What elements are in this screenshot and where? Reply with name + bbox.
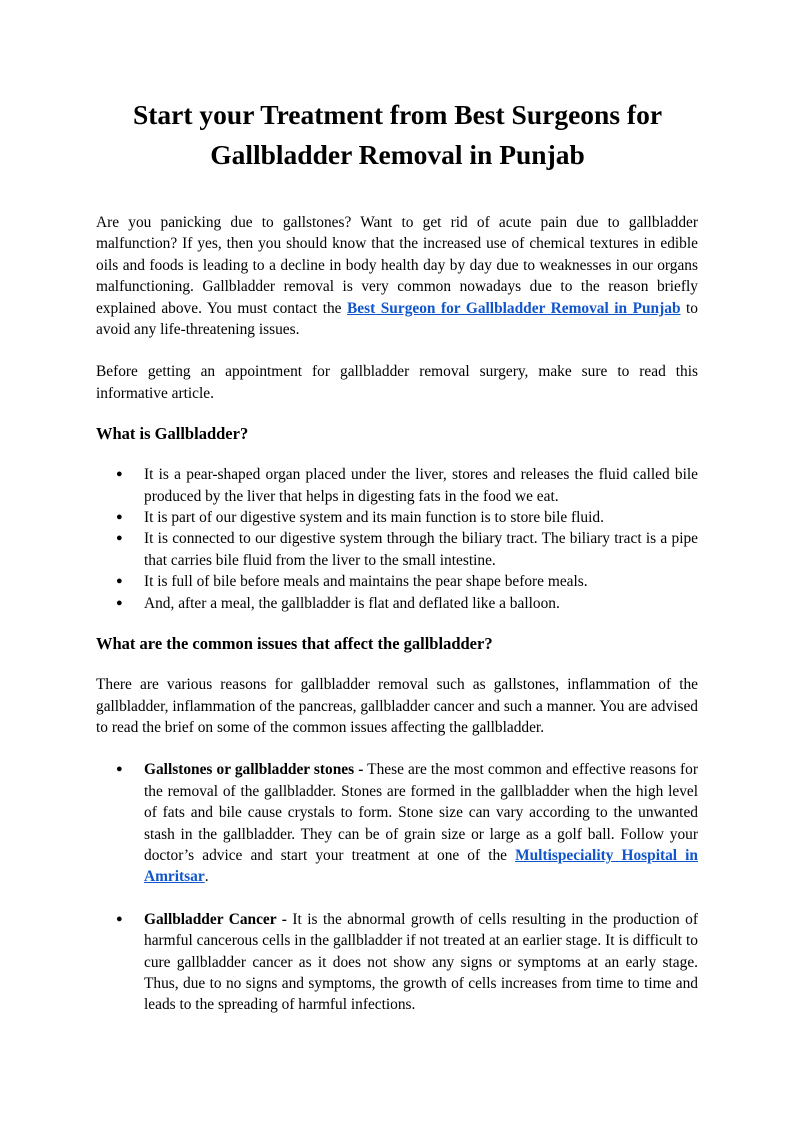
list-item-text: It is the abnormal growth of cells resulting in the production of harmful cancerous cells in the gallbladder if not treated at an earlier stage. It is difficult to cure gallbladder cancer as it does not show any signs or symptoms at an early stage. Thus, due to no signs and symptoms, the growth of cells increases from time to time and leads to the spreading of harmful infections. <box>144 910 698 1014</box>
appointment-paragraph: Before getting an appointment for gallbladder removal surgery, make sure to read this informative article. <box>96 363 698 402</box>
list-item-text-end: . <box>204 868 209 886</box>
article-body <box>96 212 698 1016</box>
list-item-lead: Gallstones or gallbladder stones - <box>144 761 364 779</box>
multispeciality-hospital-link[interactable]: Multispeciality Hospital in Amritsar <box>144 846 698 886</box>
page-title-line-2: Gallbladder Removal in Punjab <box>210 139 585 170</box>
bullet-icon: ● <box>116 511 123 524</box>
list-item-text: It is part of our digestive system and its main function is to store bile fluid. <box>144 509 604 527</box>
list-item <box>96 528 698 571</box>
bullet-icon: ● <box>116 912 123 925</box>
section-heading-what-is-gallbladder: What is Gallbladder? <box>96 424 249 444</box>
list-item-text: These are the most common and effective reasons for the removal of the gallbladder. Stones are formed in the gallbladder when the high level of fats and bile cause crystals to form. Stone size can vary according to the unwanted stash in the gallbladder. They can be of grain size or large as a golf ball. Follow your doctor’s advice and start your treatment at one of the <box>144 761 698 864</box>
bullet-icon: ● <box>116 468 123 481</box>
list-item <box>96 593 698 614</box>
list-item <box>96 571 698 592</box>
page-title-line-1: Start your Treatment from Best Surgeons for <box>132 99 663 130</box>
list-item-lead: Gallbladder Cancer - <box>144 910 287 928</box>
intro-text: Are you panicking due to gallstones? Want to get rid of acute pain due to gallbladder malfunction? If yes, then you should know that the increased use of chemical textures in edible oils and foods is leading to a decline in body health day by day due to weaknesses in our organs malfunctioning. Gallbladder removal is very common nowadays due to the reason briefly explained above. You must contact the <box>96 214 698 317</box>
intro-paragraph <box>96 212 698 340</box>
list-item-text: It is a pear-shaped organ placed under the liver, stores and releases the fluid called bile produced by the liver that helps in digesting fats in the food we eat. <box>144 466 698 505</box>
best-surgeon-link[interactable]: Best Surgeon for Gallbladder Removal in Punjab <box>347 299 681 317</box>
bullet-icon: ● <box>116 763 123 776</box>
section-heading-common-issues: What are the common issues that affect the gallbladder? <box>96 634 493 654</box>
common-issues-paragraph: There are various reasons for gallbladder removal such as gallstones, inflammation of the gallbladder, inflammation of the pancreas, gallbladder cancer and such a manner. You are advised to read the brief on some of the common issues affecting the gallbladder. <box>96 676 698 736</box>
common-issues-list <box>96 759 698 1015</box>
bullet-icon: ● <box>116 532 123 545</box>
list-item <box>96 507 698 528</box>
list-item <box>96 464 698 507</box>
intro-text-end: to avoid any life-threatening issues. <box>96 299 698 339</box>
gallbladder-facts-list <box>96 464 698 614</box>
list-item-gallbladder-cancer <box>96 909 698 1016</box>
bullet-icon: ● <box>116 596 123 609</box>
bullet-icon: ● <box>116 575 123 588</box>
list-item-text: And, after a meal, the gallbladder is flat and deflated like a balloon. <box>144 594 560 612</box>
list-item-text: It is full of bile before meals and maintains the pear shape before meals. <box>144 573 588 591</box>
list-item-text: It is connected to our digestive system through the biliary tract. The biliary tract is a pipe that carries bile fluid from the liver to the small intestine. <box>144 530 698 569</box>
list-item-gallstones <box>96 759 698 887</box>
page-title <box>60 95 735 175</box>
